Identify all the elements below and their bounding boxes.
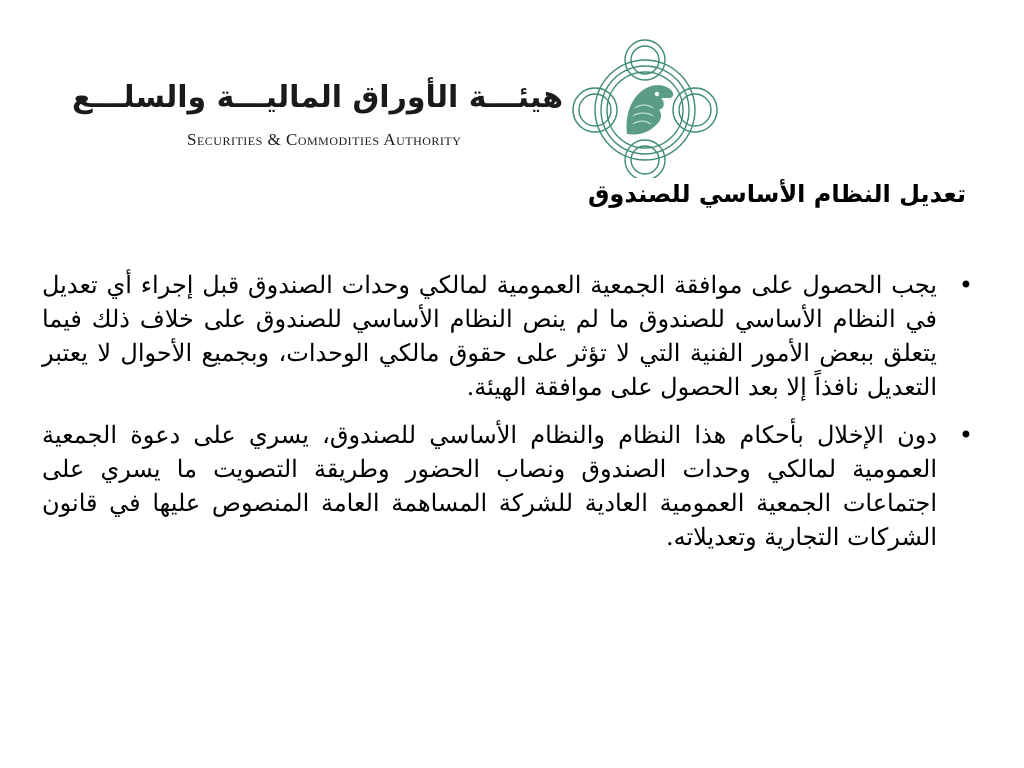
organization-name-english: Securities & Commodities Authority: [187, 130, 462, 149]
bullet-item: [42, 268, 977, 404]
slide-title: تعديل النظام الأساسي للصندوق: [587, 180, 966, 208]
bullet-text: دون الإخلال بأحكام هذا النظام والنظام الأساسي للصندوق، يسري على دعوة الجمعية العمومية لمالكي وحدات الصندوق ونصاب الحضور وطريقة التصويت ما يسري على اجتماعات الجمعية العمومية العادية للشركة المساهمة العامة المنصوص عليها في قانون الشركات التجارية وتعديلاته.: [42, 421, 937, 551]
organization-name: [71, 80, 563, 160]
slide-header: [0, 0, 1024, 170]
bullet-text: يجب الحصول على موافقة الجمعية العمومية لمالكي وحدات الصندوق قبل إجراء أي تعديل في النظام الأساسي للصندوق ما لم ينص النظام الأساسي للصندوق على خلاف ذلك فيما يتعلق ببعض الأمور الفنية التي لا تؤثر على حقوق مالكي الوحدات، وبجميع الأحوال لا يعتبر التعديل نافذاً إلا بعد الحصول على موافقة الهيئة.: [42, 271, 937, 401]
bullet-dot-icon: •: [958, 271, 973, 299]
falcon-emblem-icon: [565, 38, 725, 178]
bullet-item: [42, 418, 977, 554]
bullet-list: [42, 268, 977, 568]
organization-name-arabic: هيئـــة الأوراق الماليـــة والسلـــع: [71, 80, 563, 115]
bullet-dot-icon: •: [958, 421, 973, 449]
